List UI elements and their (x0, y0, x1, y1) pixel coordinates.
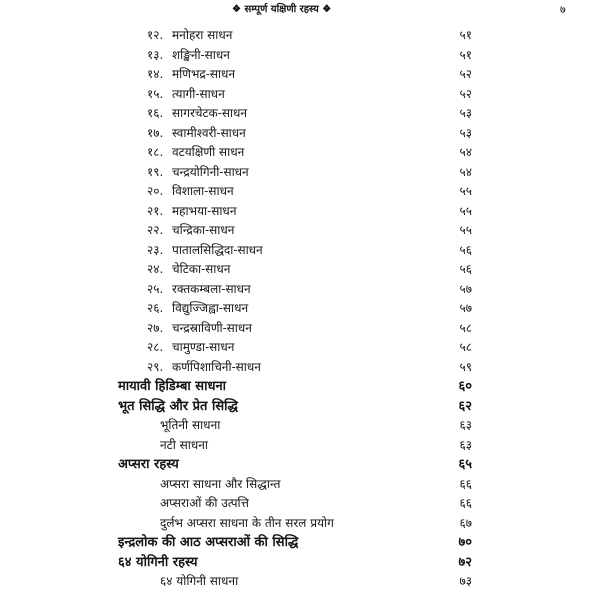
section-page: ६५ (458, 457, 472, 472)
entry-title: चन्द्रिका-साधन (172, 223, 235, 237)
subentry-page: ७३ (459, 574, 472, 588)
entry-page: ५६ (459, 242, 472, 257)
entry-page: ५५ (459, 203, 472, 218)
subentry-title: नटी साधना (160, 437, 208, 452)
entry-number: २६. (147, 301, 164, 315)
toc-entry (0, 221, 600, 241)
entry-page: ५१ (459, 28, 472, 42)
section-title: इन्द्रलोक की आठ अप्सराओं की सिद्धि (118, 535, 299, 550)
entry-number: २३. (147, 242, 164, 257)
toc-section (0, 533, 600, 553)
entry-title: शङ्खिनी-साधन (172, 47, 230, 62)
entry-title: विशाला-साधन (172, 184, 234, 198)
entry-page: ५८ (459, 320, 472, 335)
toc-entry (0, 358, 600, 378)
subentry-title: ६४ योगिनी साधना (160, 574, 239, 588)
toc-entry (0, 202, 600, 222)
subentry-title: अप्सरा साधना और सिद्धान्त (160, 476, 281, 491)
section-title: भूत सिद्धि और प्रेत सिद्धि (118, 398, 238, 414)
entry-number: २५. (147, 281, 164, 296)
section-title: ६४ योगिनी रहस्य (118, 554, 198, 570)
entry-number: २२. (147, 223, 164, 237)
entry-number: १४. (147, 67, 164, 81)
toc-entry (0, 241, 600, 261)
toc-entry (0, 338, 600, 358)
entry-page: ५४ (459, 145, 472, 159)
subentry-title: अप्सराओं की उत्पत्ति (160, 496, 249, 510)
toc-section (0, 377, 600, 397)
entry-page: ५२ (459, 86, 472, 101)
entry-title: महाभया-साधन (172, 203, 237, 218)
entry-title: चन्द्रयोगिनी-साधन (172, 164, 249, 179)
entry-page: ५८ (459, 340, 472, 354)
toc-subentry (0, 475, 600, 495)
toc-entry (0, 104, 600, 124)
toc-entry (0, 85, 600, 105)
entry-number: १८. (147, 145, 164, 159)
entry-page: ५५ (459, 223, 472, 237)
entry-number: २७. (147, 320, 164, 335)
toc-subentry (0, 416, 600, 436)
entry-number: १६. (147, 106, 164, 120)
entry-title: वटयक्षिणी साधन (172, 145, 245, 159)
entry-number: १५. (147, 86, 164, 101)
toc-entry (0, 46, 600, 66)
entry-page: ५३ (459, 125, 472, 140)
entry-page: ५९ (459, 359, 472, 374)
entry-page: ५४ (459, 164, 472, 179)
toc-section (0, 553, 600, 573)
toc-entry (0, 319, 600, 339)
toc-subentry (0, 514, 600, 534)
subentry-page: ६३ (459, 437, 472, 452)
toc-entry (0, 65, 600, 85)
entry-number: १२. (147, 28, 164, 42)
toc-entry (0, 280, 600, 300)
toc-subentry (0, 436, 600, 456)
entry-title: कर्णपिशाचिनी-साधन (172, 359, 261, 374)
entry-page: ५७ (459, 301, 472, 315)
entry-page: ५२ (459, 67, 472, 81)
entry-title: त्यागी-साधन (172, 86, 225, 101)
entry-title: रक्तकम्बला-साधन (172, 281, 251, 296)
entry-title: विद्युज्जिह्वा-साधन (172, 301, 249, 315)
section-page: ६० (458, 379, 472, 394)
entry-number: १९. (147, 164, 164, 179)
toc-entry (0, 163, 600, 183)
entry-number: २९. (147, 359, 164, 374)
subentry-title: दुर्लभ अप्सरा साधना के तीन सरल प्रयोग (160, 515, 334, 530)
entry-page: ५१ (459, 47, 472, 62)
toc-entry (0, 26, 600, 46)
subentry-page: ६३ (459, 418, 472, 432)
entry-page: ५७ (459, 281, 472, 296)
toc-section (0, 455, 600, 475)
toc-entry (0, 299, 600, 319)
entry-title: मनोहरा साधन (172, 28, 233, 42)
entry-title: स्वामीश्वरी-साधन (172, 125, 246, 140)
toc-entry (0, 124, 600, 144)
entry-title: चेटिका-साधन (172, 262, 231, 276)
entry-title: पातालसिद्धिदा-साधन (172, 242, 263, 257)
toc-subentry (0, 572, 600, 592)
section-title: अप्सरा रहस्य (118, 457, 179, 472)
toc-subentry (0, 494, 600, 514)
subentry-title: भूतिनी साधना (160, 418, 221, 432)
toc-section (0, 397, 600, 417)
subentry-page: ६७ (459, 515, 472, 530)
entry-title: चन्द्रस्राविणी-साधन (172, 320, 252, 335)
section-title: मायावी हिडिम्बा साधना (118, 379, 227, 394)
toc-entry (0, 143, 600, 163)
section-page: ७० (458, 535, 472, 550)
running-title: ❖ सम्पूर्ण यक्षिणी रहस्य ❖ (232, 4, 332, 15)
entry-title: मणिभद्र-साधन (172, 67, 236, 81)
entry-title: सागरचेटक-साधन (172, 106, 248, 120)
page-number: ७ (560, 3, 566, 16)
entry-number: २०. (147, 184, 164, 198)
toc-entry (0, 260, 600, 280)
entry-number: १७. (147, 125, 164, 140)
entry-page: ५६ (459, 262, 472, 276)
toc-entry (0, 182, 600, 202)
entry-number: १३. (147, 47, 164, 62)
section-page: ७२ (458, 554, 472, 570)
subentry-page: ६६ (459, 496, 472, 510)
table-of-contents (0, 26, 600, 592)
subentry-page: ६६ (459, 476, 472, 491)
entry-page: ५३ (459, 106, 472, 120)
entry-number: २१. (147, 203, 164, 218)
section-page: ६२ (458, 398, 472, 414)
entry-number: २८. (147, 340, 164, 354)
entry-page: ५५ (459, 184, 472, 198)
entry-number: २४. (147, 262, 164, 276)
entry-title: चामुण्डा-साधन (172, 340, 235, 354)
